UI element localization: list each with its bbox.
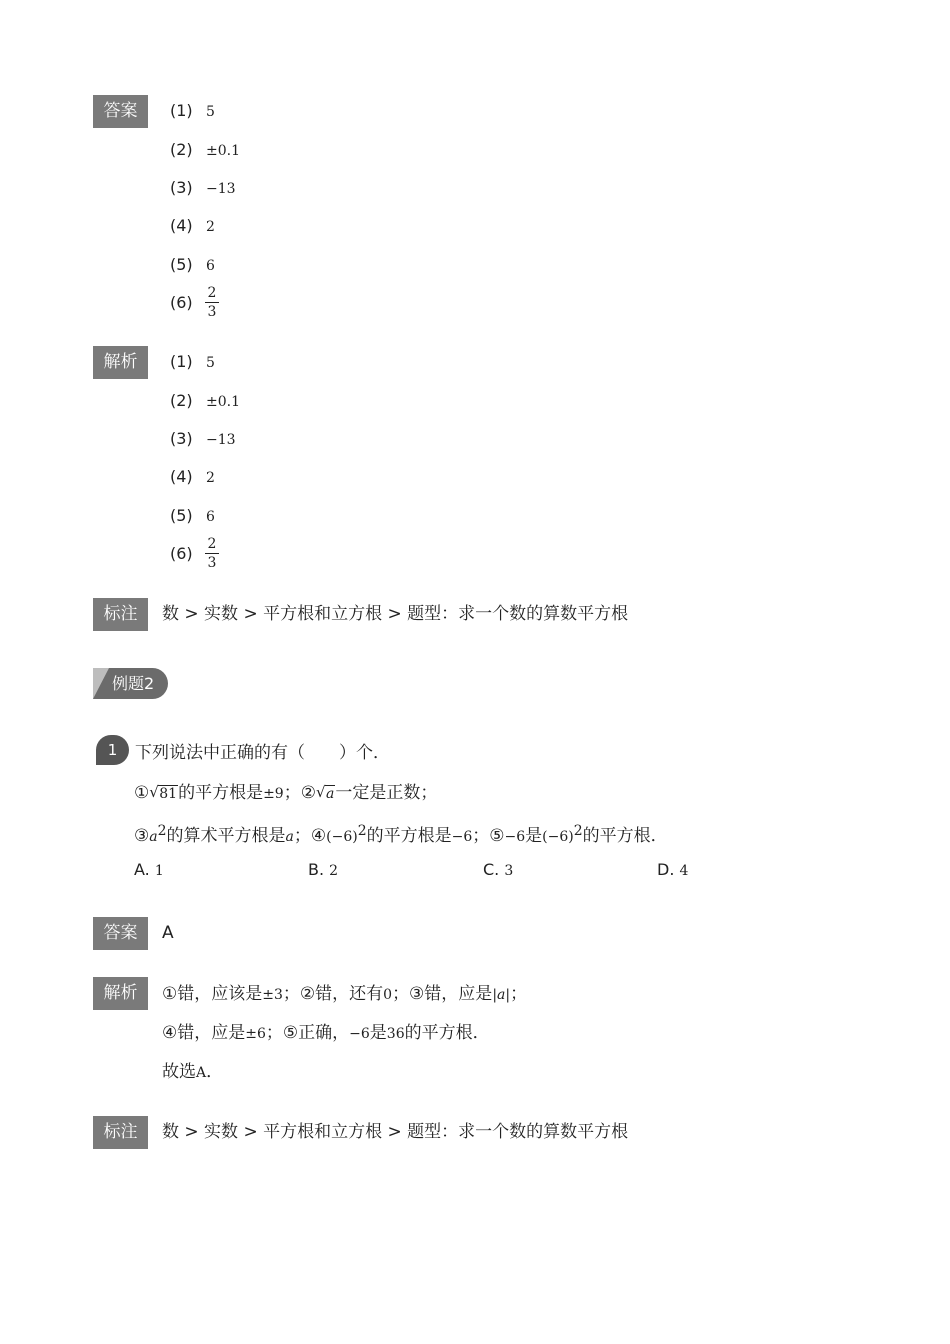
analysis-line-2: ④错，应是±6；⑤正确，−6是36的平方根． <box>162 1023 490 1043</box>
question-line-2: $③a^2$的算术平方根是a；$④(-6)^2$的平方根是−6；⑤−6是$(-6)^2$的平方根． <box>134 823 668 846</box>
note-breadcrumb: 数 > 实数 > 平方根和立方根 > 题型：求一个数的算数平方根 <box>162 1122 629 1142</box>
analysis-tag: 解析 <box>93 977 148 1010</box>
answer-item: (6) <box>170 293 193 312</box>
note-tag: 标注 <box>93 598 148 631</box>
option-c[interactable]: C. 3 <box>483 860 514 879</box>
answer-fraction: 2 3 <box>205 285 219 320</box>
answer-item: (5) 6 <box>170 255 215 274</box>
note-tag: 标注 <box>93 1116 148 1149</box>
analysis-tag: 解析 <box>93 346 148 379</box>
analysis-item: (3) −13 <box>170 429 236 448</box>
answer-tag: 答案 <box>93 917 148 950</box>
question-line-1: ①√ 81的平方根是±9；②√ a一定是正数； <box>134 781 437 806</box>
question-number: 1 <box>96 735 129 765</box>
option-a[interactable]: A. 1 <box>134 860 164 879</box>
analysis-item: (4) 2 <box>170 467 215 486</box>
question-stem: 下列说法中正确的有（ ）个． <box>135 743 390 763</box>
analysis-line-3: 故选A． <box>162 1062 224 1082</box>
answer-tag: 答案 <box>93 95 148 128</box>
answer-item: (1) 5 <box>170 101 215 120</box>
analysis-item: (6) <box>170 544 193 563</box>
answer-value: A <box>162 923 174 943</box>
analysis-item: (2) ±0.1 <box>170 391 240 410</box>
answer-item: (3) −13 <box>170 178 236 197</box>
option-b[interactable]: B. 2 <box>308 860 339 879</box>
answer-item: (4) 2 <box>170 216 215 235</box>
analysis-item: (1) 5 <box>170 352 215 371</box>
note-breadcrumb: 数 > 实数 > 平方根和立方根 > 题型：求一个数的算数平方根 <box>162 604 629 624</box>
analysis-line-1: ①错，应该是±3；②错，还有0；③错，应是|a|； <box>162 984 528 1004</box>
example-label: 例题2 <box>93 668 168 699</box>
analysis-item: (5) 6 <box>170 506 215 525</box>
analysis-fraction: 2 3 <box>205 536 219 571</box>
option-d[interactable]: D. 4 <box>657 860 689 879</box>
answer-item: (2) ±0.1 <box>170 140 240 159</box>
